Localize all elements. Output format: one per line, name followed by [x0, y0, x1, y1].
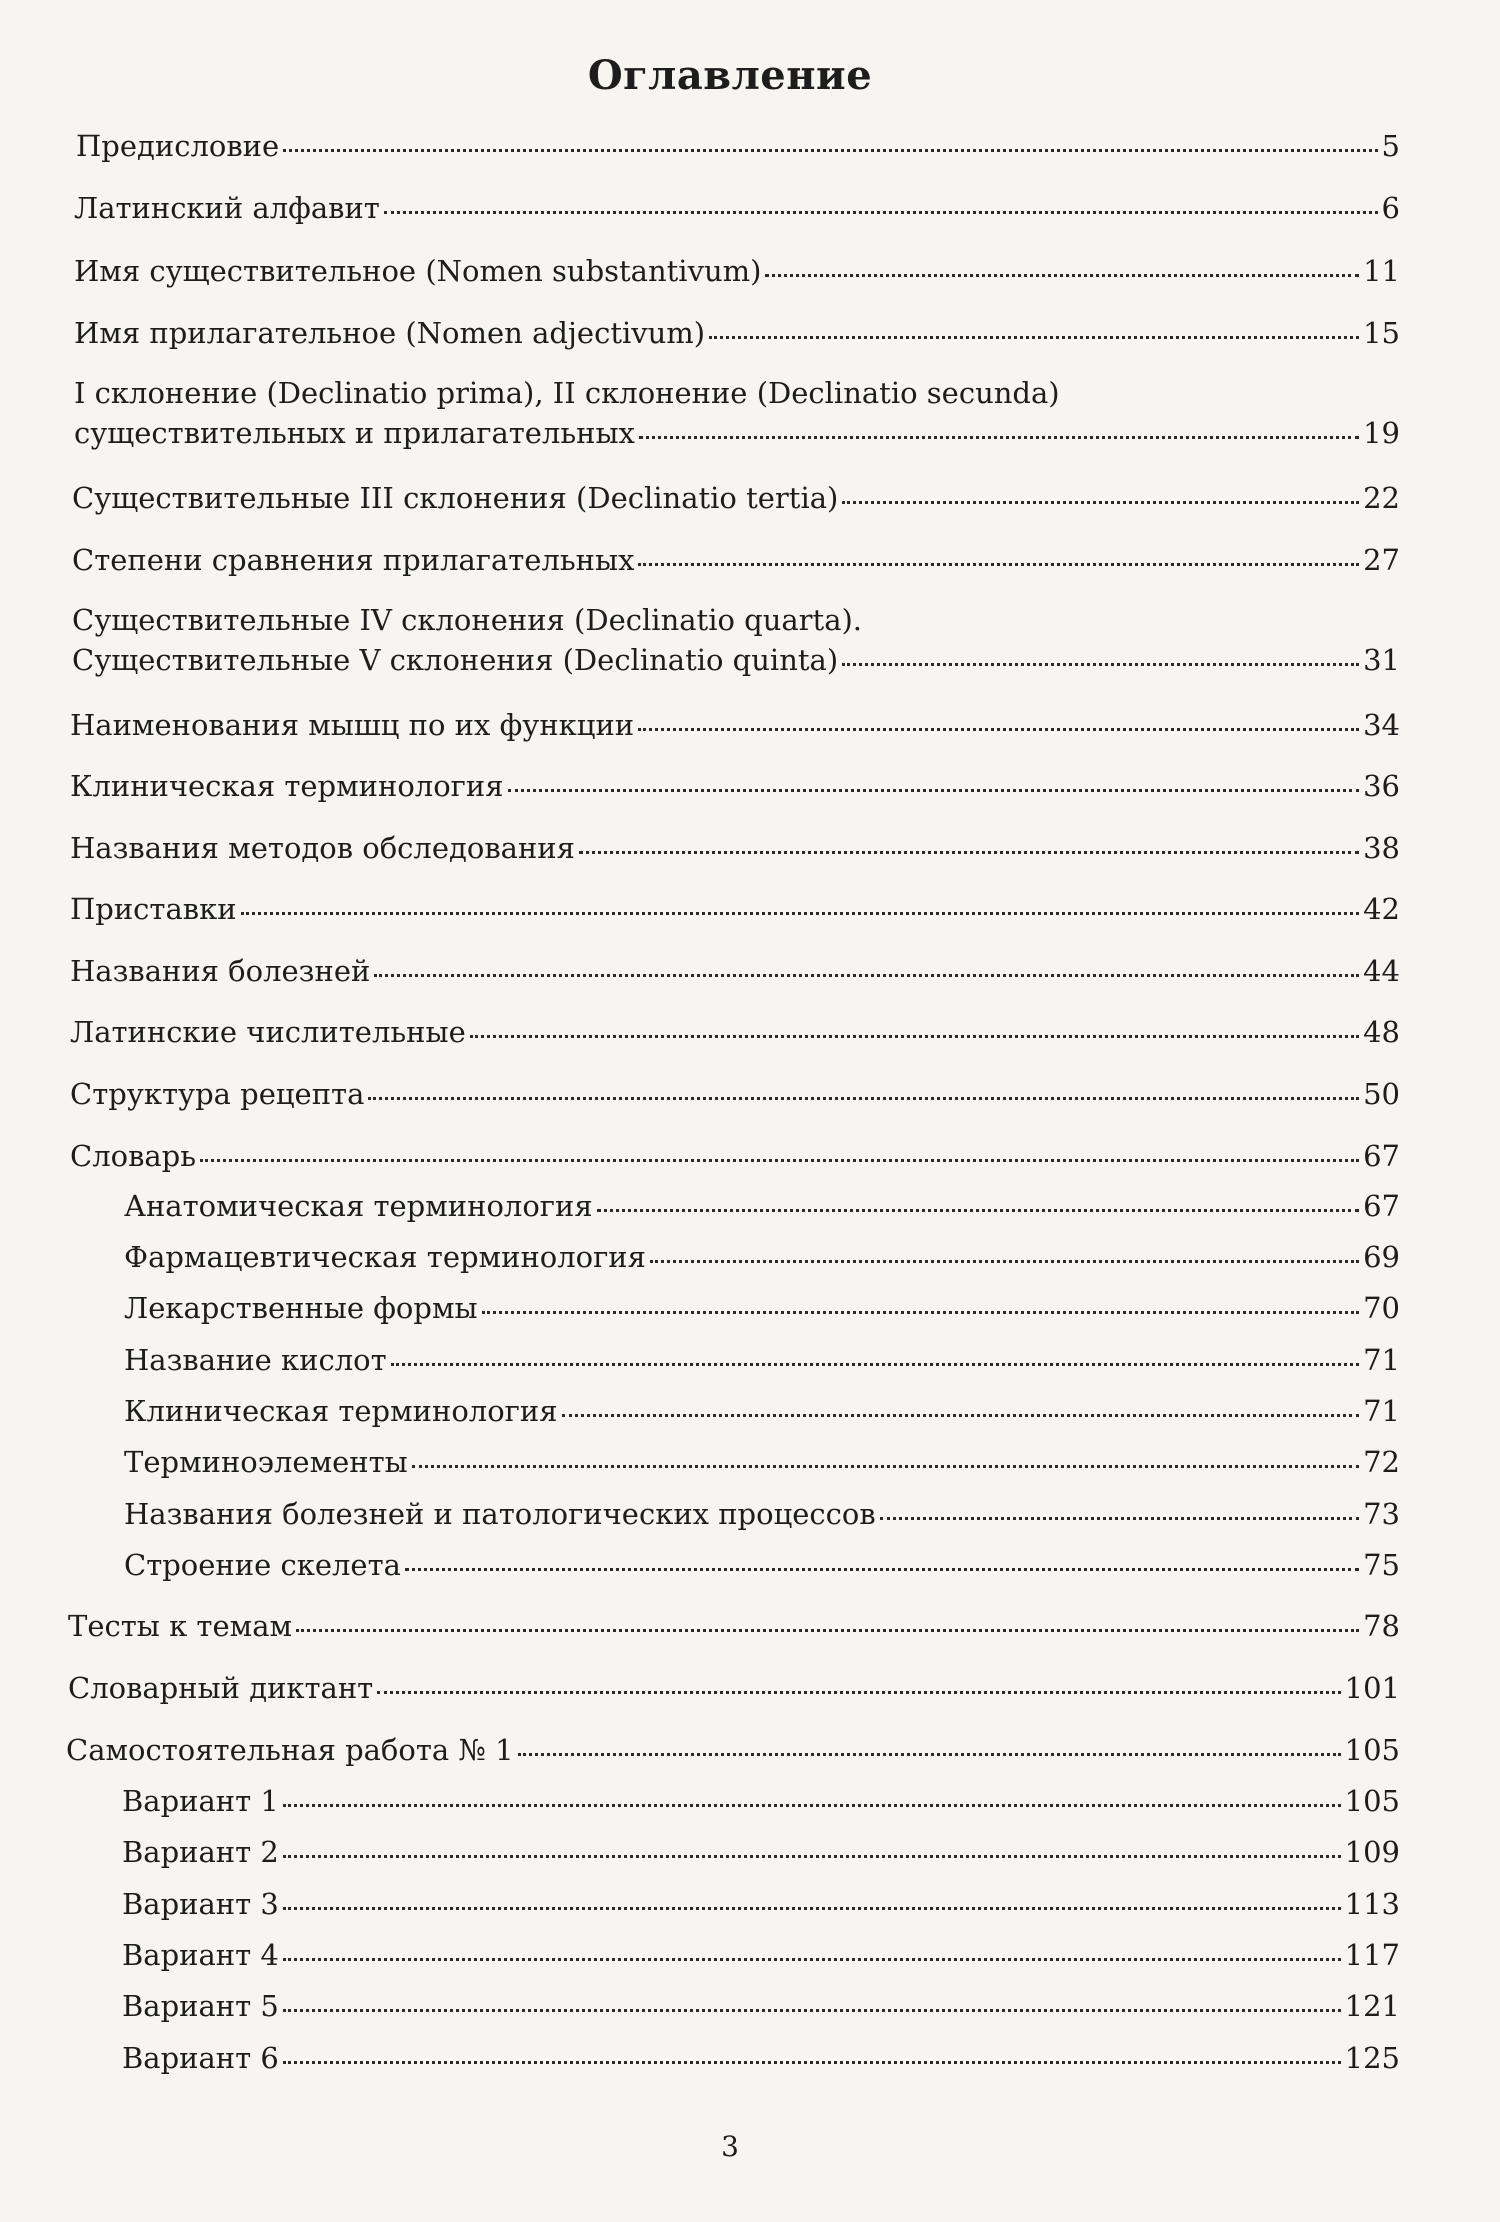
toc-entry[interactable]	[72, 540, 1400, 580]
dot-leader	[842, 501, 1359, 504]
toc-subentry[interactable]	[124, 1391, 1400, 1431]
toc-entry-title: Анатомическая терминология	[124, 1189, 593, 1223]
toc-entry[interactable]	[70, 889, 1400, 929]
toc-entry-title: Названия болезней и патологических процессов	[124, 1497, 876, 1531]
toc-entry-title: Вариант 5	[122, 1989, 279, 2023]
toc-entry-title: Вариант 2	[122, 1835, 279, 1869]
toc-entry-title-line1: Существительные IV склонения (Declinatio quarta).	[72, 603, 863, 637]
toc-entry-page: 50	[1363, 1077, 1400, 1111]
toc-subentry[interactable]	[122, 2038, 1400, 2078]
toc-entry-page: 109	[1344, 1835, 1400, 1869]
toc-entry-title: Терминоэлементы	[124, 1445, 408, 1479]
dot-leader	[638, 563, 1359, 566]
dot-leader	[518, 1753, 1341, 1756]
toc-entry-title: Названия методов обследования	[70, 831, 575, 865]
toc-entry-page: 42	[1363, 892, 1400, 926]
toc-subentry[interactable]	[124, 1340, 1400, 1380]
dot-leader	[470, 1035, 1359, 1038]
toc-subentry[interactable]	[122, 1986, 1400, 2026]
dot-leader	[639, 436, 1359, 439]
toc-entry-page: 71	[1363, 1394, 1400, 1428]
dot-leader	[241, 912, 1360, 915]
toc-entry-title: Приставки	[70, 892, 237, 926]
toc-entry-title: Клиническая терминология	[124, 1394, 558, 1428]
toc-entry-title: Клиническая терминология	[70, 769, 504, 803]
toc-entry-page: 73	[1363, 1497, 1400, 1531]
toc-entry-title: Тесты к темам	[68, 1609, 293, 1643]
dot-leader	[283, 149, 1377, 152]
toc-entry-page: 31	[1363, 643, 1400, 677]
dot-leader	[765, 274, 1359, 277]
toc-entry-page: 11	[1363, 254, 1400, 288]
toc-entry-title: Вариант 3	[122, 1887, 279, 1921]
toc-entry-page: 78	[1363, 1609, 1400, 1643]
toc-subentry[interactable]	[122, 1884, 1400, 1924]
toc-entry-page: 117	[1344, 1938, 1400, 1972]
page-number: 3	[721, 2130, 739, 2163]
toc-subentry[interactable]	[124, 1442, 1400, 1482]
toc-entry[interactable]	[70, 1012, 1400, 1052]
toc-entry[interactable]	[70, 1136, 1400, 1176]
toc-entry-page: 48	[1363, 1015, 1400, 1049]
dot-leader	[283, 2061, 1341, 2064]
dot-leader	[412, 1465, 1359, 1468]
toc-entry-page: 15	[1363, 316, 1400, 350]
toc-subentry[interactable]	[124, 1237, 1400, 1277]
toc-subentry[interactable]	[122, 1832, 1400, 1872]
toc-entry-title: Название кислот	[124, 1343, 387, 1377]
toc-entry-page: 70	[1363, 1291, 1400, 1325]
toc-entry-title: Степени сравнения прилагательных	[72, 543, 635, 577]
toc-subentry[interactable]	[124, 1494, 1400, 1534]
toc-entry-page: 69	[1363, 1240, 1400, 1274]
toc-entry-page: 19	[1363, 416, 1400, 450]
dot-leader	[842, 663, 1359, 666]
toc-entry-page: 75	[1363, 1548, 1400, 1582]
toc-entry-title: Самостоятельная работа № 1	[66, 1733, 514, 1767]
toc-entry-title: Названия болезней	[70, 954, 371, 988]
toc-entry-title: Имя существительное (Nomen substantivum)	[74, 254, 762, 288]
dot-leader	[374, 974, 1359, 977]
toc-entry-title: Существительные III склонения (Declinatio tertia)	[72, 481, 839, 515]
toc-entry-title: Словарь	[70, 1139, 197, 1173]
toc-entry-title: Латинский алфавит	[74, 191, 380, 225]
toc-entry-title: Вариант 1	[122, 1784, 279, 1818]
dot-leader	[880, 1517, 1359, 1520]
toc-subentry[interactable]	[124, 1545, 1400, 1585]
toc-entry-page: 22	[1363, 481, 1400, 515]
toc-entry-page: 125	[1344, 2041, 1400, 2075]
dot-leader	[283, 1958, 1341, 1961]
toc-entry[interactable]	[74, 373, 1400, 453]
dot-leader	[283, 1855, 1341, 1858]
toc-entry[interactable]	[72, 600, 1400, 680]
toc-entry-title: Лекарственные формы	[124, 1291, 478, 1325]
toc-entry[interactable]	[70, 705, 1400, 745]
dot-leader	[283, 1907, 1341, 1910]
toc-entry-title: Имя прилагательное (Nomen adjectivum)	[74, 316, 706, 350]
toc-entry-page: 38	[1363, 831, 1400, 865]
toc-entry-title: Структура рецепта	[70, 1077, 365, 1111]
toc-entry[interactable]	[70, 766, 1400, 806]
toc-entry[interactable]	[68, 1606, 1400, 1646]
toc-entry[interactable]	[70, 1074, 1400, 1114]
toc-subentry[interactable]	[122, 1935, 1400, 1975]
dot-leader	[508, 789, 1360, 792]
toc-entry-title: Существительные V склонения (Declinatio quinta)	[72, 643, 839, 677]
dot-leader	[283, 2009, 1341, 2012]
dot-leader	[405, 1568, 1359, 1571]
toc-entry-page: 27	[1363, 543, 1400, 577]
toc-entry-page: 36	[1363, 769, 1400, 803]
toc-entry-page: 71	[1363, 1343, 1400, 1377]
toc-entry[interactable]	[70, 828, 1400, 868]
toc-entry-title: Строение скелета	[124, 1548, 401, 1582]
toc-subentry[interactable]	[124, 1288, 1400, 1328]
toc-entry-title: Наименования мышц по их функции	[70, 708, 635, 742]
dot-leader	[296, 1629, 1359, 1632]
toc-entry[interactable]	[74, 188, 1400, 228]
toc-entry-page: 121	[1344, 1989, 1400, 2023]
dot-leader	[482, 1311, 1360, 1314]
toc-entry-page: 67	[1363, 1139, 1400, 1173]
toc-entry[interactable]	[70, 951, 1400, 991]
toc-entry-title: Вариант 6	[122, 2041, 279, 2075]
dot-leader	[384, 211, 1378, 214]
toc-entry[interactable]	[66, 1730, 1400, 1770]
toc-entry-page: 5	[1381, 129, 1400, 163]
toc-entry-page: 67	[1363, 1189, 1400, 1223]
toc-entry[interactable]	[76, 126, 1400, 166]
toc-subentry[interactable]	[124, 1186, 1400, 1226]
toc-entry-page: 34	[1363, 708, 1400, 742]
dot-leader	[377, 1691, 1340, 1694]
dot-leader	[638, 728, 1359, 731]
dot-leader	[579, 851, 1359, 854]
toc-entry-page: 6	[1381, 191, 1400, 225]
dot-leader	[391, 1363, 1359, 1366]
dot-leader	[200, 1159, 1359, 1162]
toc-entry-title: существительных и прилагательных	[74, 416, 635, 450]
toc-entry-page: 105	[1344, 1784, 1400, 1818]
toc-entry-title-line1: I склонение (Declinatio prima), II склонение (Declinatio secunda)	[74, 376, 1060, 410]
dot-leader	[562, 1414, 1360, 1417]
toc-entry[interactable]	[72, 478, 1400, 518]
toc-entry[interactable]	[74, 251, 1400, 291]
dot-leader	[283, 1804, 1341, 1807]
toc-entry-page: 113	[1344, 1887, 1400, 1921]
toc-subentry[interactable]	[122, 1781, 1400, 1821]
toc-entry-page: 101	[1344, 1671, 1400, 1705]
dot-leader	[368, 1097, 1359, 1100]
toc-entry-title: Фармацевтическая терминология	[124, 1240, 646, 1274]
toc-entry-title: Вариант 4	[122, 1938, 279, 1972]
toc-entry-page: 44	[1363, 954, 1400, 988]
toc-entry-page: 105	[1344, 1733, 1400, 1767]
toc-entry-title: Словарный диктант	[68, 1671, 374, 1705]
toc-entry-page: 72	[1363, 1445, 1400, 1479]
dot-leader	[650, 1260, 1359, 1263]
dot-leader	[597, 1209, 1359, 1212]
toc-entry[interactable]	[74, 313, 1400, 353]
dot-leader	[709, 336, 1359, 339]
toc-entry-title: Предисловие	[76, 129, 280, 163]
page-title: Оглавление	[587, 52, 873, 99]
toc-entry-title: Латинские числительные	[70, 1015, 466, 1049]
toc-entry[interactable]	[68, 1668, 1400, 1708]
